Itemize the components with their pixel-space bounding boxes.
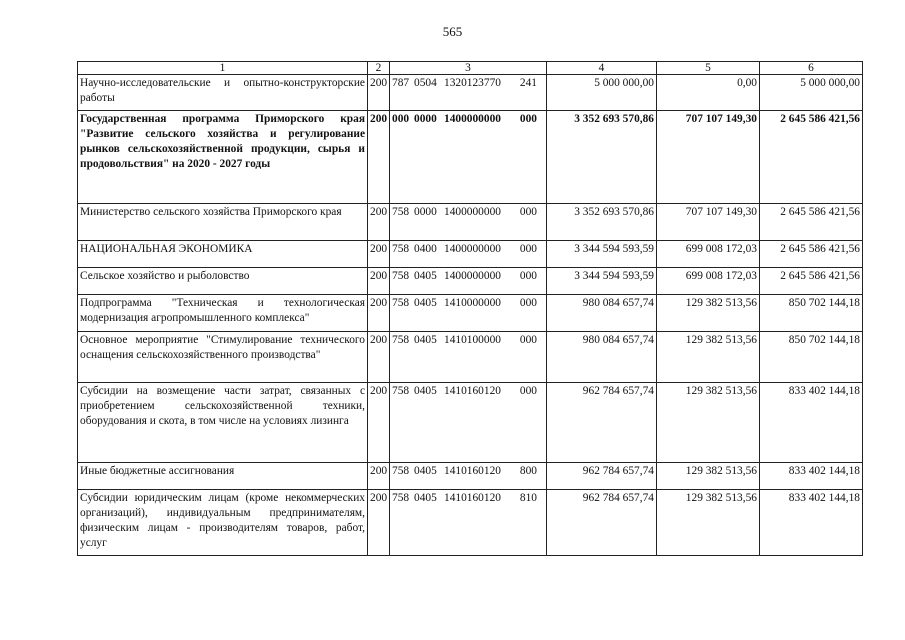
row-col2: 200 xyxy=(368,204,390,241)
code-admin: 787 xyxy=(392,77,410,89)
row-value-5: 707 107 149,30 xyxy=(657,111,760,204)
row-description: Иные бюджетные ассигнования xyxy=(78,463,368,490)
row-description: НАЦИОНАЛЬНАЯ ЭКОНОМИКА xyxy=(78,241,368,268)
row-value-5: 699 008 172,03 xyxy=(657,241,760,268)
table-row xyxy=(78,111,863,204)
column-header: 1 xyxy=(78,62,368,75)
code-admin: 758 xyxy=(392,243,410,255)
code-target: 1400000000 xyxy=(444,243,501,255)
code-target: 1410000000 xyxy=(444,297,501,309)
code-section: 0405 xyxy=(414,334,437,346)
row-col2: 200 xyxy=(368,332,390,383)
code-section: 0405 xyxy=(414,385,437,397)
table-row xyxy=(78,383,863,463)
row-value-4: 3 344 594 593,59 xyxy=(547,268,657,295)
row-value-6: 2 645 586 421,56 xyxy=(760,241,863,268)
table-row xyxy=(78,332,863,383)
row-value-4: 962 784 657,74 xyxy=(547,463,657,490)
code-admin: 758 xyxy=(392,385,410,397)
row-code xyxy=(390,75,547,111)
row-value-4: 5 000 000,00 xyxy=(547,75,657,111)
row-value-5: 129 382 513,56 xyxy=(657,383,760,463)
code-admin: 758 xyxy=(392,206,410,218)
code-admin: 758 xyxy=(392,334,410,346)
row-col2: 200 xyxy=(368,463,390,490)
table-row xyxy=(78,295,863,332)
row-code xyxy=(390,383,547,463)
row-value-4: 3 352 693 570,86 xyxy=(547,204,657,241)
row-col2: 200 xyxy=(368,75,390,111)
code-admin: 758 xyxy=(392,297,410,309)
row-value-6: 2 645 586 421,56 xyxy=(760,111,863,204)
code-target: 1410160120 xyxy=(444,492,501,504)
row-description: Государственная программа Приморского края "Развитие сельского хозяйства и регулирование рынков сельскохозяйственной продукции, сырья и продовольствия" на 2020 - 2027 годы xyxy=(78,111,368,204)
row-description: Сельское хозяйство и рыболовство xyxy=(78,268,368,295)
page-number: 565 xyxy=(442,24,463,39)
row-value-6: 5 000 000,00 xyxy=(760,75,863,111)
row-description: Основное мероприятие "Стимулирование технического оснащения сельскохозяйственного производства" xyxy=(78,332,368,383)
code-type: 000 xyxy=(519,113,537,125)
row-col2: 200 xyxy=(368,268,390,295)
column-header: 4 xyxy=(547,62,657,75)
code-section: 0405 xyxy=(414,297,437,309)
row-value-4: 3 352 693 570,86 xyxy=(547,111,657,204)
row-code xyxy=(390,111,547,204)
row-value-6: 2 645 586 421,56 xyxy=(760,268,863,295)
code-target: 1410160120 xyxy=(444,385,501,397)
row-code xyxy=(390,490,547,556)
row-value-6: 2 645 586 421,56 xyxy=(760,204,863,241)
code-target: 1410100000 xyxy=(444,334,501,346)
row-code xyxy=(390,295,547,332)
code-type: 241 xyxy=(519,77,537,89)
row-value-4: 962 784 657,74 xyxy=(547,383,657,463)
code-type: 000 xyxy=(519,334,537,346)
table-row xyxy=(78,204,863,241)
row-value-5: 707 107 149,30 xyxy=(657,204,760,241)
code-admin: 758 xyxy=(392,270,410,282)
row-value-4: 980 084 657,74 xyxy=(547,332,657,383)
row-code xyxy=(390,463,547,490)
table-row xyxy=(78,268,863,295)
code-admin: 758 xyxy=(392,492,410,504)
column-header: 5 xyxy=(657,62,760,75)
code-section: 0000 xyxy=(414,113,437,125)
code-section: 0000 xyxy=(414,206,437,218)
row-code xyxy=(390,204,547,241)
code-section: 0504 xyxy=(414,77,437,89)
table-header-row xyxy=(78,62,863,75)
code-target: 1400000000 xyxy=(444,270,501,282)
row-value-4: 3 344 594 593,59 xyxy=(547,241,657,268)
code-type: 000 xyxy=(519,243,537,255)
table-row xyxy=(78,241,863,268)
code-admin: 758 xyxy=(392,465,410,477)
row-value-4: 962 784 657,74 xyxy=(547,490,657,556)
row-value-6: 833 402 144,18 xyxy=(760,463,863,490)
row-col2: 200 xyxy=(368,241,390,268)
row-value-5: 129 382 513,56 xyxy=(657,295,760,332)
code-type: 000 xyxy=(519,270,537,282)
code-type: 000 xyxy=(519,385,537,397)
code-target: 1320123770 xyxy=(444,77,501,89)
code-admin: 000 xyxy=(392,113,410,125)
table-row xyxy=(78,490,863,556)
row-col2: 200 xyxy=(368,383,390,463)
row-value-6: 850 702 144,18 xyxy=(760,332,863,383)
code-type: 000 xyxy=(519,206,537,218)
row-value-5: 129 382 513,56 xyxy=(657,332,760,383)
row-description: Подпрограмма "Техническая и технологическая модернизация агропромышленного комплекса" xyxy=(78,295,368,332)
code-target: 1410160120 xyxy=(444,465,501,477)
code-section: 0405 xyxy=(414,465,437,477)
row-description: Министерство сельского хозяйства Приморского края xyxy=(78,204,368,241)
code-type: 000 xyxy=(519,297,537,309)
row-value-6: 833 402 144,18 xyxy=(760,383,863,463)
column-header: 2 xyxy=(368,62,390,75)
code-target: 1400000000 xyxy=(444,113,501,125)
code-section: 0400 xyxy=(414,243,437,255)
row-col2: 200 xyxy=(368,111,390,204)
row-value-5: 699 008 172,03 xyxy=(657,268,760,295)
column-header: 3 xyxy=(390,62,547,75)
column-header: 6 xyxy=(760,62,863,75)
row-col2: 200 xyxy=(368,295,390,332)
table-row xyxy=(78,463,863,490)
row-value-6: 833 402 144,18 xyxy=(760,490,863,556)
code-type: 800 xyxy=(519,465,537,477)
budget-table xyxy=(77,61,863,556)
code-section: 0405 xyxy=(414,492,437,504)
row-code xyxy=(390,241,547,268)
table-row xyxy=(78,75,863,111)
row-description: Научно-исследовательские и опытно-конструкторские работы xyxy=(78,75,368,111)
code-section: 0405 xyxy=(414,270,437,282)
code-target: 1400000000 xyxy=(444,206,501,218)
row-value-5: 129 382 513,56 xyxy=(657,490,760,556)
row-description: Субсидии на возмещение части затрат, связанных с приобретением сельскохозяйственной техники, оборудования и скота, в том числе на условиях лизинга xyxy=(78,383,368,463)
row-value-4: 980 084 657,74 xyxy=(547,295,657,332)
row-code xyxy=(390,268,547,295)
code-type: 810 xyxy=(519,492,537,504)
row-code xyxy=(390,332,547,383)
row-value-6: 850 702 144,18 xyxy=(760,295,863,332)
row-description: Субсидии юридическим лицам (кроме некоммерческих организаций), индивидуальным предпринимателям, физическим лицам - производителям товаров, работ, услуг xyxy=(78,490,368,556)
row-value-5: 0,00 xyxy=(657,75,760,111)
row-col2: 200 xyxy=(368,490,390,556)
row-value-5: 129 382 513,56 xyxy=(657,463,760,490)
